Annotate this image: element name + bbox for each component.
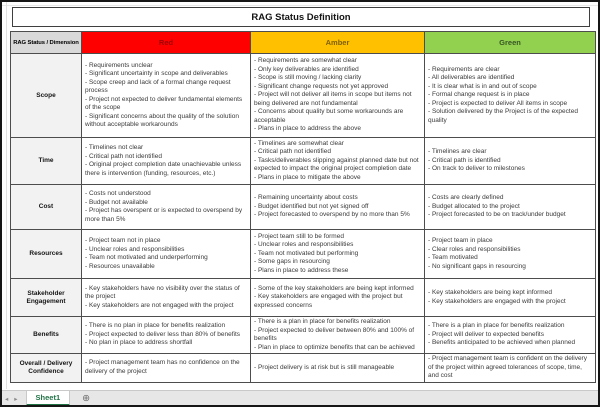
corner-header[interactable]: RAG Status / Dimension — [11, 32, 82, 54]
amber-cell[interactable]: - Requirements are somewhat clear - Only key deliverables are identified - Scope is still moving / lacking clarity - Significant change requests not yet approved - Project will not deliver all items in scope but items not being delivered are not fundamental - Concerns about quality but some workarounds are acceptable - Plans in place to address the above — [251, 54, 425, 138]
sheet-tab-sheet1[interactable] — [26, 391, 71, 406]
amber-cell[interactable]: - There is a plan in place for benefits realization - Project expected to deliver between 80% and 100% of benefits - Plan in place to optimize benefits that can be achieved — [251, 317, 425, 354]
table-row — [11, 230, 596, 279]
rag-table — [10, 31, 596, 383]
sheet-nav-left-icon[interactable]: ◂ — [5, 395, 9, 403]
green-cell[interactable]: - Key stakeholders are being kept informed - Key stakeholders are engaged with the project — [425, 279, 596, 317]
amber-cell[interactable]: - Remaining uncertainty about costs - Budget identified but not yet signed off - Project forecasted to overspend by no more than 5% — [251, 185, 425, 230]
amber-column-header[interactable]: Amber — [251, 32, 425, 54]
green-cell[interactable]: - Requirements are clear - All deliverables are identified - It is clear what is in and out of scope - Formal change request is in place - Project is expected to deliver All items in scope - Solution delivered by the Project is of the expected quality — [425, 54, 596, 138]
sheet-tab-label: Sheet1 — [35, 393, 61, 402]
dimension-label[interactable]: Stakeholder Engagement — [11, 279, 82, 317]
green-column-header[interactable]: Green — [425, 32, 596, 54]
dimension-label[interactable]: Resources — [11, 230, 82, 279]
dimension-label[interactable]: Scope — [11, 54, 82, 138]
amber-cell[interactable]: - Project team still to be formed - Unclear roles and responsibilities - Team not motivated but performing - Some gaps in resourcing - Plans in place to address these — [251, 230, 425, 279]
grid-line-top — [2, 5, 598, 6]
red-cell[interactable]: - Requirements unclear - Significant uncertainty in scope and deliverables - Scope creep and lack of a formal change request process - Project not expected to deliver fundamental elements of the scope - Significant concerns about the quality of the solution without acceptable workarounds — [82, 54, 251, 138]
dimension-label[interactable]: Overall / Delivery Confidence — [11, 354, 82, 383]
sheet-nav-right-icon[interactable]: ▸ — [14, 395, 18, 403]
table-row — [11, 354, 596, 383]
grid-line-left — [6, 2, 7, 389]
green-cell[interactable]: - Costs are clearly defined - Budget allocated to the project - Project forecasted to be on track/under budget — [425, 185, 596, 230]
sheet-tab-bar — [2, 390, 598, 406]
green-cell[interactable]: - Project team in place - Clear roles and responsibilities - Team motivated - No significant gaps in resourcing — [425, 230, 596, 279]
amber-cell[interactable]: - Timelines are somewhat clear - Critical path not identified - Tasks/deliverables slipping against planned date but not expected to impact the original project completion date - Plans in place to mitigate the above — [251, 138, 425, 185]
red-cell[interactable]: - Timelines not clear - Critical path not identified - Original project completion date unachievable unless there is intervention (funding, resources, etc.) — [82, 138, 251, 185]
dimension-label[interactable]: Time — [11, 138, 82, 185]
dimension-label[interactable]: Cost — [11, 185, 82, 230]
table-row — [11, 54, 596, 138]
header-row — [11, 32, 596, 54]
table-row — [11, 279, 596, 317]
add-sheet-button[interactable]: ⊕ — [82, 393, 91, 404]
table-row — [11, 317, 596, 354]
green-cell[interactable]: - There is a plan in place for benefits realization - Project will deliver to expected benefits - Benefits anticipated to be achieved when planned — [425, 317, 596, 354]
red-column-header[interactable]: Red — [82, 32, 251, 54]
green-cell[interactable]: - Timelines are clear - Critical path is identified - On track to deliver to milestones — [425, 138, 596, 185]
red-cell[interactable]: - There is no plan in place for benefits realization - Project expected to deliver less than 80% of benefits - No plan in place to address shortfall — [82, 317, 251, 354]
table-row — [11, 138, 596, 185]
page-title[interactable]: RAG Status Definition — [12, 7, 590, 27]
table-row — [11, 185, 596, 230]
green-cell[interactable]: - Project management team is confident on the delivery of the project within agreed tolerances of scope, time, and cost — [425, 354, 596, 383]
amber-cell[interactable]: - Project delivery is at risk but is still manageable — [251, 354, 425, 383]
dimension-label[interactable]: Benefits — [11, 317, 82, 354]
red-cell[interactable]: - Project team not in place - Unclear roles and responsibilities - Team not motivated and underperforming - Resources unavailable — [82, 230, 251, 279]
amber-cell[interactable]: - Some of the key stakeholders are being kept informed - Key stakeholders are engaged with the project but expressed concerns — [251, 279, 425, 317]
red-cell[interactable]: - Project management team has no confidence on the delivery of the project — [82, 354, 251, 383]
red-cell[interactable]: - Costs not understood - Budget not available - Project has overspent or is expected to overspend by more than 5% — [82, 185, 251, 230]
red-cell[interactable]: - Key stakeholders have no visibility over the status of the project - Key stakeholders are not engaged with the project — [82, 279, 251, 317]
